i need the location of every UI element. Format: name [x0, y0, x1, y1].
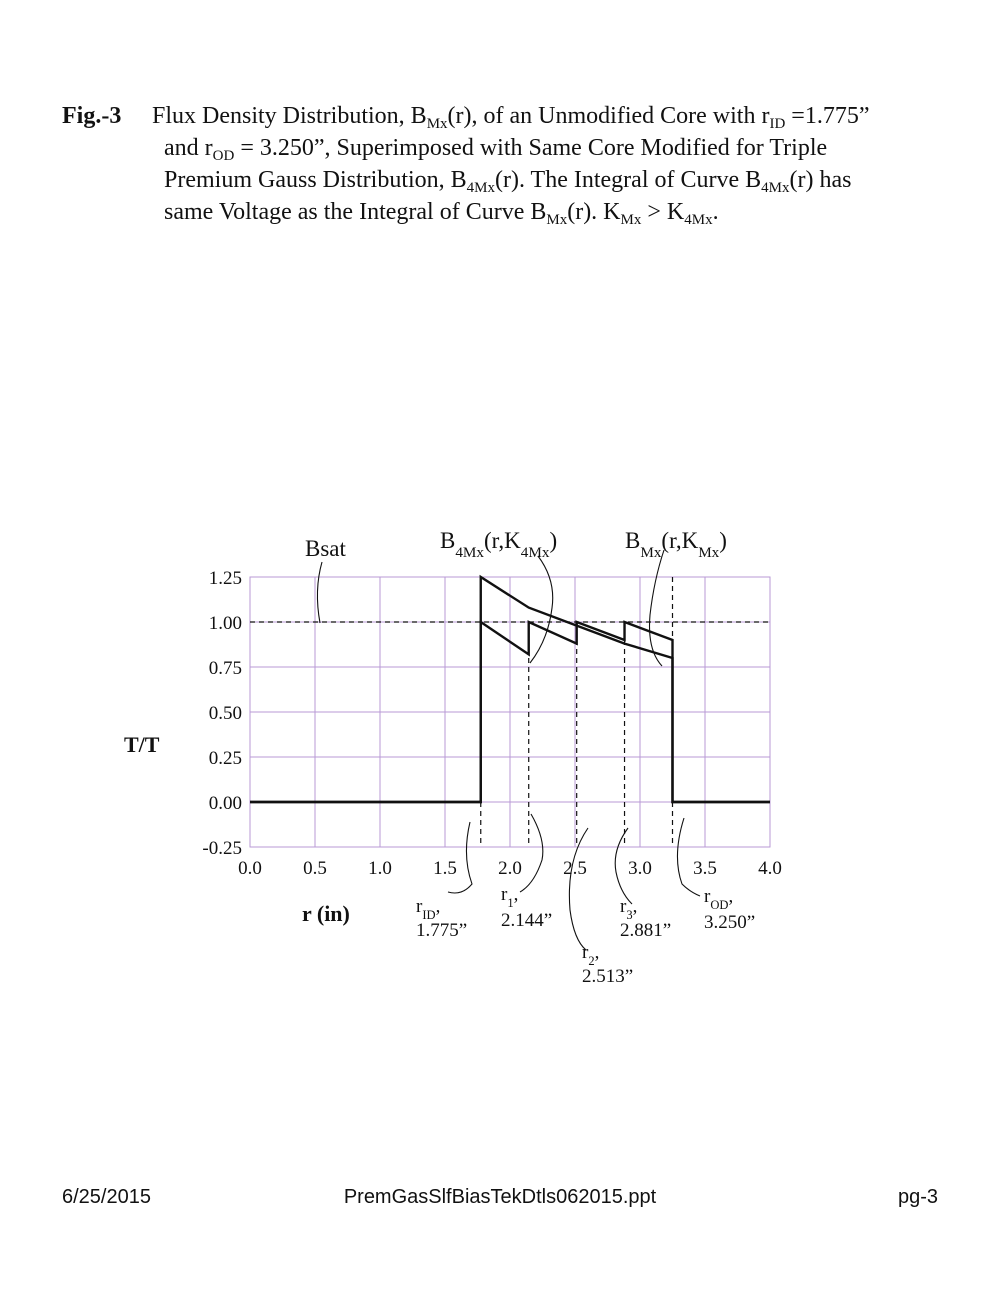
- marker-value-r2: 2.513”: [582, 966, 634, 987]
- y-tick-label: 1.25: [208, 568, 242, 589]
- caption-line-1: Flux Density Distribution, $B_{Mx}(r)$, of an Unmodified Core with $r_{ID} =1.775$”: [152, 103, 870, 132]
- x-tick-label: 3.5: [693, 858, 717, 879]
- x-tick-label: 2.0: [498, 858, 522, 879]
- y-axis-label: T/T: [124, 732, 160, 757]
- caption-line-2: and $r_{OD} = 3.250$”, Superimposed with Same Core Modified for Triple: [164, 135, 828, 164]
- x-tick-label: 4.0: [758, 858, 782, 879]
- y-tick-label: 0.25: [208, 748, 242, 769]
- y-tick-label: 1.00: [208, 613, 242, 634]
- y-tick-label: 0.75: [208, 658, 242, 679]
- grid: [250, 577, 770, 847]
- caption-line-3: Premium Gauss Distribution, $B_{4Mx}(r)$. The Integral of Curve $B_{4Mx}(r)$ has: [164, 167, 852, 196]
- marker-value-rOD: 3.250”: [704, 912, 756, 933]
- figure-label: Fig.-3: [62, 103, 122, 129]
- footer-date: 6/25/2015: [62, 1186, 151, 1208]
- marker-value-r1: 2.144”: [501, 910, 553, 931]
- x-tick-label: 3.0: [628, 858, 652, 879]
- marker-value-r3: 2.881”: [620, 920, 672, 941]
- marker-label-r2: $r_2$,: [582, 942, 600, 968]
- footer-filename: PremGasSlfBiasTekDtls062015.ppt: [343, 1186, 657, 1208]
- bsat-pointer: [317, 562, 322, 623]
- marker-pointer-rOD: [677, 818, 700, 896]
- marker-pointer-r1: [520, 814, 543, 892]
- x-tick-label: 1.0: [368, 858, 392, 879]
- x-tick-label: 2.5: [563, 858, 587, 879]
- marker-label-rID: $r_{ID}$,: [416, 896, 441, 922]
- bmx-pointer: [650, 550, 665, 666]
- flux-density-chart: [0, 500, 1000, 1000]
- marker-pointer-r2: [569, 828, 588, 950]
- bsat-label: Bsat: [305, 536, 346, 561]
- y-tick-label: -0.25: [202, 838, 242, 859]
- annotation-pointers: [317, 550, 700, 950]
- y-tick-label: 0.50: [208, 703, 242, 724]
- marker-label-r1: $r_1$,: [501, 884, 519, 910]
- caption-line-4: same Voltage as the Integral of Curve $B_{Mx}(r)$. $K_{Mx} > K_{4Mx}$.: [164, 199, 719, 228]
- x-axis-label: r (in): [302, 901, 350, 926]
- x-tick-label: 0.0: [238, 858, 262, 879]
- series-label-bmx: $B_{Mx}(r,K_{Mx})$: [625, 528, 727, 561]
- y-tick-label: 0.00: [208, 793, 242, 814]
- series-label-b4mx: $B_{4Mx}(r,K_{4Mx})$: [440, 528, 558, 561]
- marker-value-rID: 1.775”: [416, 920, 468, 941]
- marker-label-rOD: $r_{OD}$,: [704, 886, 734, 912]
- footer-page-number: pg-3: [897, 1186, 938, 1208]
- marker-label-r3: $r_3$,: [620, 896, 638, 922]
- x-tick-label: 1.5: [433, 858, 457, 879]
- x-tick-label: 0.5: [303, 858, 327, 879]
